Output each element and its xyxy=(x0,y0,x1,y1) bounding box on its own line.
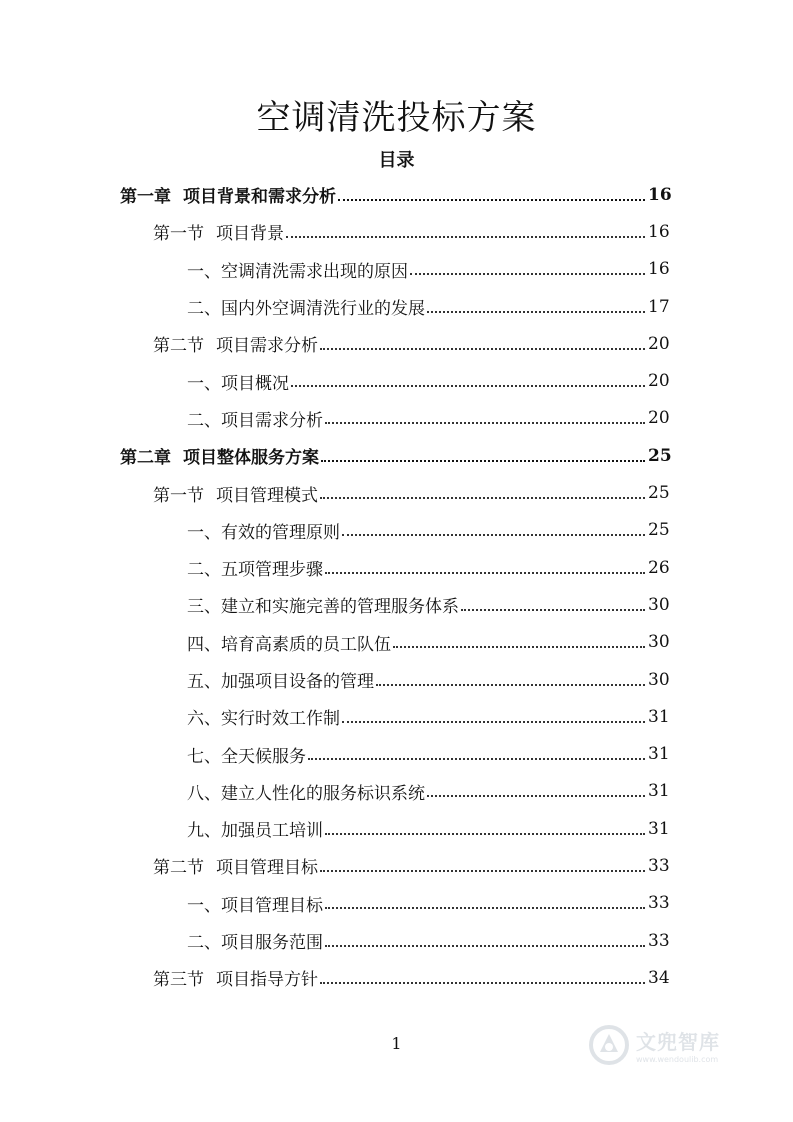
toc-entry[interactable] xyxy=(0,586,793,623)
toc-entry[interactable] xyxy=(0,624,793,661)
toc-entry-page: 31 xyxy=(648,781,670,802)
toc-dot-leader xyxy=(325,907,645,909)
toc-entry-page: 33 xyxy=(648,855,670,876)
toc-dot-leader xyxy=(410,273,645,275)
toc-entry[interactable] xyxy=(0,773,793,810)
toc-entry[interactable] xyxy=(0,922,793,959)
toc-entry[interactable] xyxy=(0,362,793,399)
toc-entry[interactable] xyxy=(0,251,793,288)
toc-entry-page: 30 xyxy=(648,669,670,690)
toc-entry-number: 二、 xyxy=(187,933,221,954)
toc-dot-leader xyxy=(320,982,645,984)
toc-entry-title: 项目指导方针 xyxy=(216,970,318,991)
watermark-logo xyxy=(588,1020,758,1070)
toc-entry-number: 四、 xyxy=(187,634,221,655)
toc-dot-leader xyxy=(427,795,645,797)
toc-dot-leader xyxy=(320,497,645,499)
toc-entry-page: 33 xyxy=(648,893,670,914)
toc-entry-title: 项目管理目标 xyxy=(216,858,318,879)
toc-heading: 目录 xyxy=(378,150,415,171)
toc-entry-title: 项目整体服务方案 xyxy=(183,448,319,469)
toc-entry-number: 二、 xyxy=(187,299,221,320)
toc-entry[interactable] xyxy=(0,698,793,735)
toc-dot-leader xyxy=(325,572,645,574)
toc-entry[interactable] xyxy=(0,474,793,511)
toc-entry-title: 项目背景和需求分析 xyxy=(183,187,336,208)
toc-entry-page: 25 xyxy=(648,483,670,504)
toc-dot-leader xyxy=(338,199,645,201)
toc-entry-number: 第一节 xyxy=(153,224,204,245)
toc-entry-number: 第一节 xyxy=(153,485,204,506)
toc-entry[interactable] xyxy=(0,288,793,325)
toc-entry-number: 一、 xyxy=(187,522,221,543)
toc-entry-title: 加强项目设备的管理 xyxy=(221,672,374,692)
toc-dot-leader xyxy=(342,721,645,723)
toc-dot-leader xyxy=(291,385,645,387)
toc-entry[interactable] xyxy=(0,213,793,250)
toc-dot-leader xyxy=(376,684,645,686)
toc-entry[interactable] xyxy=(0,810,793,847)
toc-entry[interactable] xyxy=(0,549,793,586)
toc-entry-number: 第三节 xyxy=(153,970,204,991)
toc-dot-leader xyxy=(286,236,645,238)
toc-entry-number: 第一章 xyxy=(120,187,171,208)
toc-entry-page: 20 xyxy=(648,371,670,392)
page-number: 1 xyxy=(391,1034,402,1053)
toc-entry-page: 34 xyxy=(648,967,670,988)
logo-mark-icon xyxy=(588,1024,630,1066)
toc-entry-page: 20 xyxy=(648,333,670,354)
toc-entry-page: 25 xyxy=(648,520,670,541)
toc-dot-leader xyxy=(393,646,645,648)
toc-entry-number: 一、 xyxy=(187,895,221,916)
toc-entry[interactable] xyxy=(0,512,793,549)
toc-entry-page: 30 xyxy=(648,632,670,653)
toc-entry-title: 项目管理模式 xyxy=(216,485,318,506)
toc-entry-page: 16 xyxy=(648,259,670,280)
toc-dot-leader xyxy=(325,422,645,424)
toc-entry-title: 项目管理目标 xyxy=(221,895,323,916)
toc-dot-leader xyxy=(325,945,645,947)
toc-entry-title: 项目服务范围 xyxy=(221,933,323,954)
toc-entry-title: 建立人性化的服务标识系统 xyxy=(221,783,425,804)
toc-entry-number: 二、 xyxy=(187,410,221,431)
toc-entry-title: 项目需求分析 xyxy=(216,336,318,357)
toc-entry-title: 空调清洗需求出现的原因 xyxy=(221,261,408,282)
toc-dot-leader xyxy=(427,311,645,313)
toc-dot-leader xyxy=(461,609,645,611)
toc-entry-page: 16 xyxy=(648,221,670,242)
toc-dot-leader xyxy=(325,833,645,835)
toc-entry-title: 五项管理步骤 xyxy=(221,560,323,581)
toc-entry[interactable] xyxy=(0,735,793,772)
toc-entry[interactable] xyxy=(0,176,793,213)
toc-entry-page: 31 xyxy=(648,818,670,839)
toc-entry-number: 三、 xyxy=(187,597,221,618)
toc-entry-title: 加强员工培训 xyxy=(221,821,323,842)
toc-entry-page: 16 xyxy=(648,184,672,205)
toc-entry-page: 30 xyxy=(648,594,670,615)
toc-entry-title: 国内外空调清洗行业的发展 xyxy=(221,299,425,320)
toc-entry-number: 一、 xyxy=(187,261,221,282)
toc-dot-leader xyxy=(342,534,645,536)
toc-entry-page: 17 xyxy=(648,296,670,317)
toc-dot-leader xyxy=(320,348,645,350)
toc-entry-title: 实行时效工作制 xyxy=(221,709,340,730)
toc-dot-leader xyxy=(308,758,645,760)
toc-entry-title: 建立和实施完善的管理服务体系 xyxy=(221,597,459,618)
toc-entry[interactable] xyxy=(0,885,793,922)
toc-entry-title: 全天候服务 xyxy=(221,746,306,767)
toc-entry[interactable] xyxy=(0,400,793,437)
toc-entry-page: 26 xyxy=(648,557,670,578)
toc-entry[interactable] xyxy=(0,661,793,698)
toc-entry-number: 第二节 xyxy=(153,336,204,357)
toc-entry-page: 20 xyxy=(648,408,670,429)
toc-entry-number: 八、 xyxy=(187,783,221,804)
toc-entry-number: 二、 xyxy=(187,560,221,581)
toc-entry-number: 九、 xyxy=(187,821,221,842)
toc-dot-leader xyxy=(321,460,645,462)
toc-dot-leader xyxy=(320,870,645,872)
document-title: 空调清洗投标方案 xyxy=(256,98,537,138)
toc-entry-number: 六、 xyxy=(187,709,221,730)
toc-entry-page: 25 xyxy=(648,445,672,466)
toc-entry-title: 项目背景 xyxy=(216,224,284,245)
toc-entry[interactable] xyxy=(0,959,793,996)
toc-entry-number: 一、 xyxy=(187,373,221,394)
table-of-contents xyxy=(0,176,793,997)
toc-entry-page: 31 xyxy=(648,744,670,765)
toc-entry[interactable] xyxy=(0,847,793,884)
toc-entry-title: 培育高素质的员工队伍 xyxy=(221,634,391,655)
watermark-name: 文兜智库 xyxy=(636,1030,720,1054)
toc-entry-number: 五、 xyxy=(187,672,221,692)
toc-entry-title: 有效的管理原则 xyxy=(221,522,340,543)
toc-entry[interactable] xyxy=(0,437,793,474)
toc-entry-page: 33 xyxy=(648,930,670,951)
toc-entry-number: 七、 xyxy=(187,746,221,767)
toc-entry[interactable] xyxy=(0,325,793,362)
toc-entry-page: 31 xyxy=(648,706,670,727)
toc-entry-title: 项目需求分析 xyxy=(221,410,323,431)
toc-entry-number: 第二章 xyxy=(120,448,171,469)
toc-entry-title: 项目概况 xyxy=(221,373,289,394)
watermark-url: www.wendoulib.com xyxy=(636,1055,719,1064)
toc-entry-number: 第二节 xyxy=(153,858,204,879)
